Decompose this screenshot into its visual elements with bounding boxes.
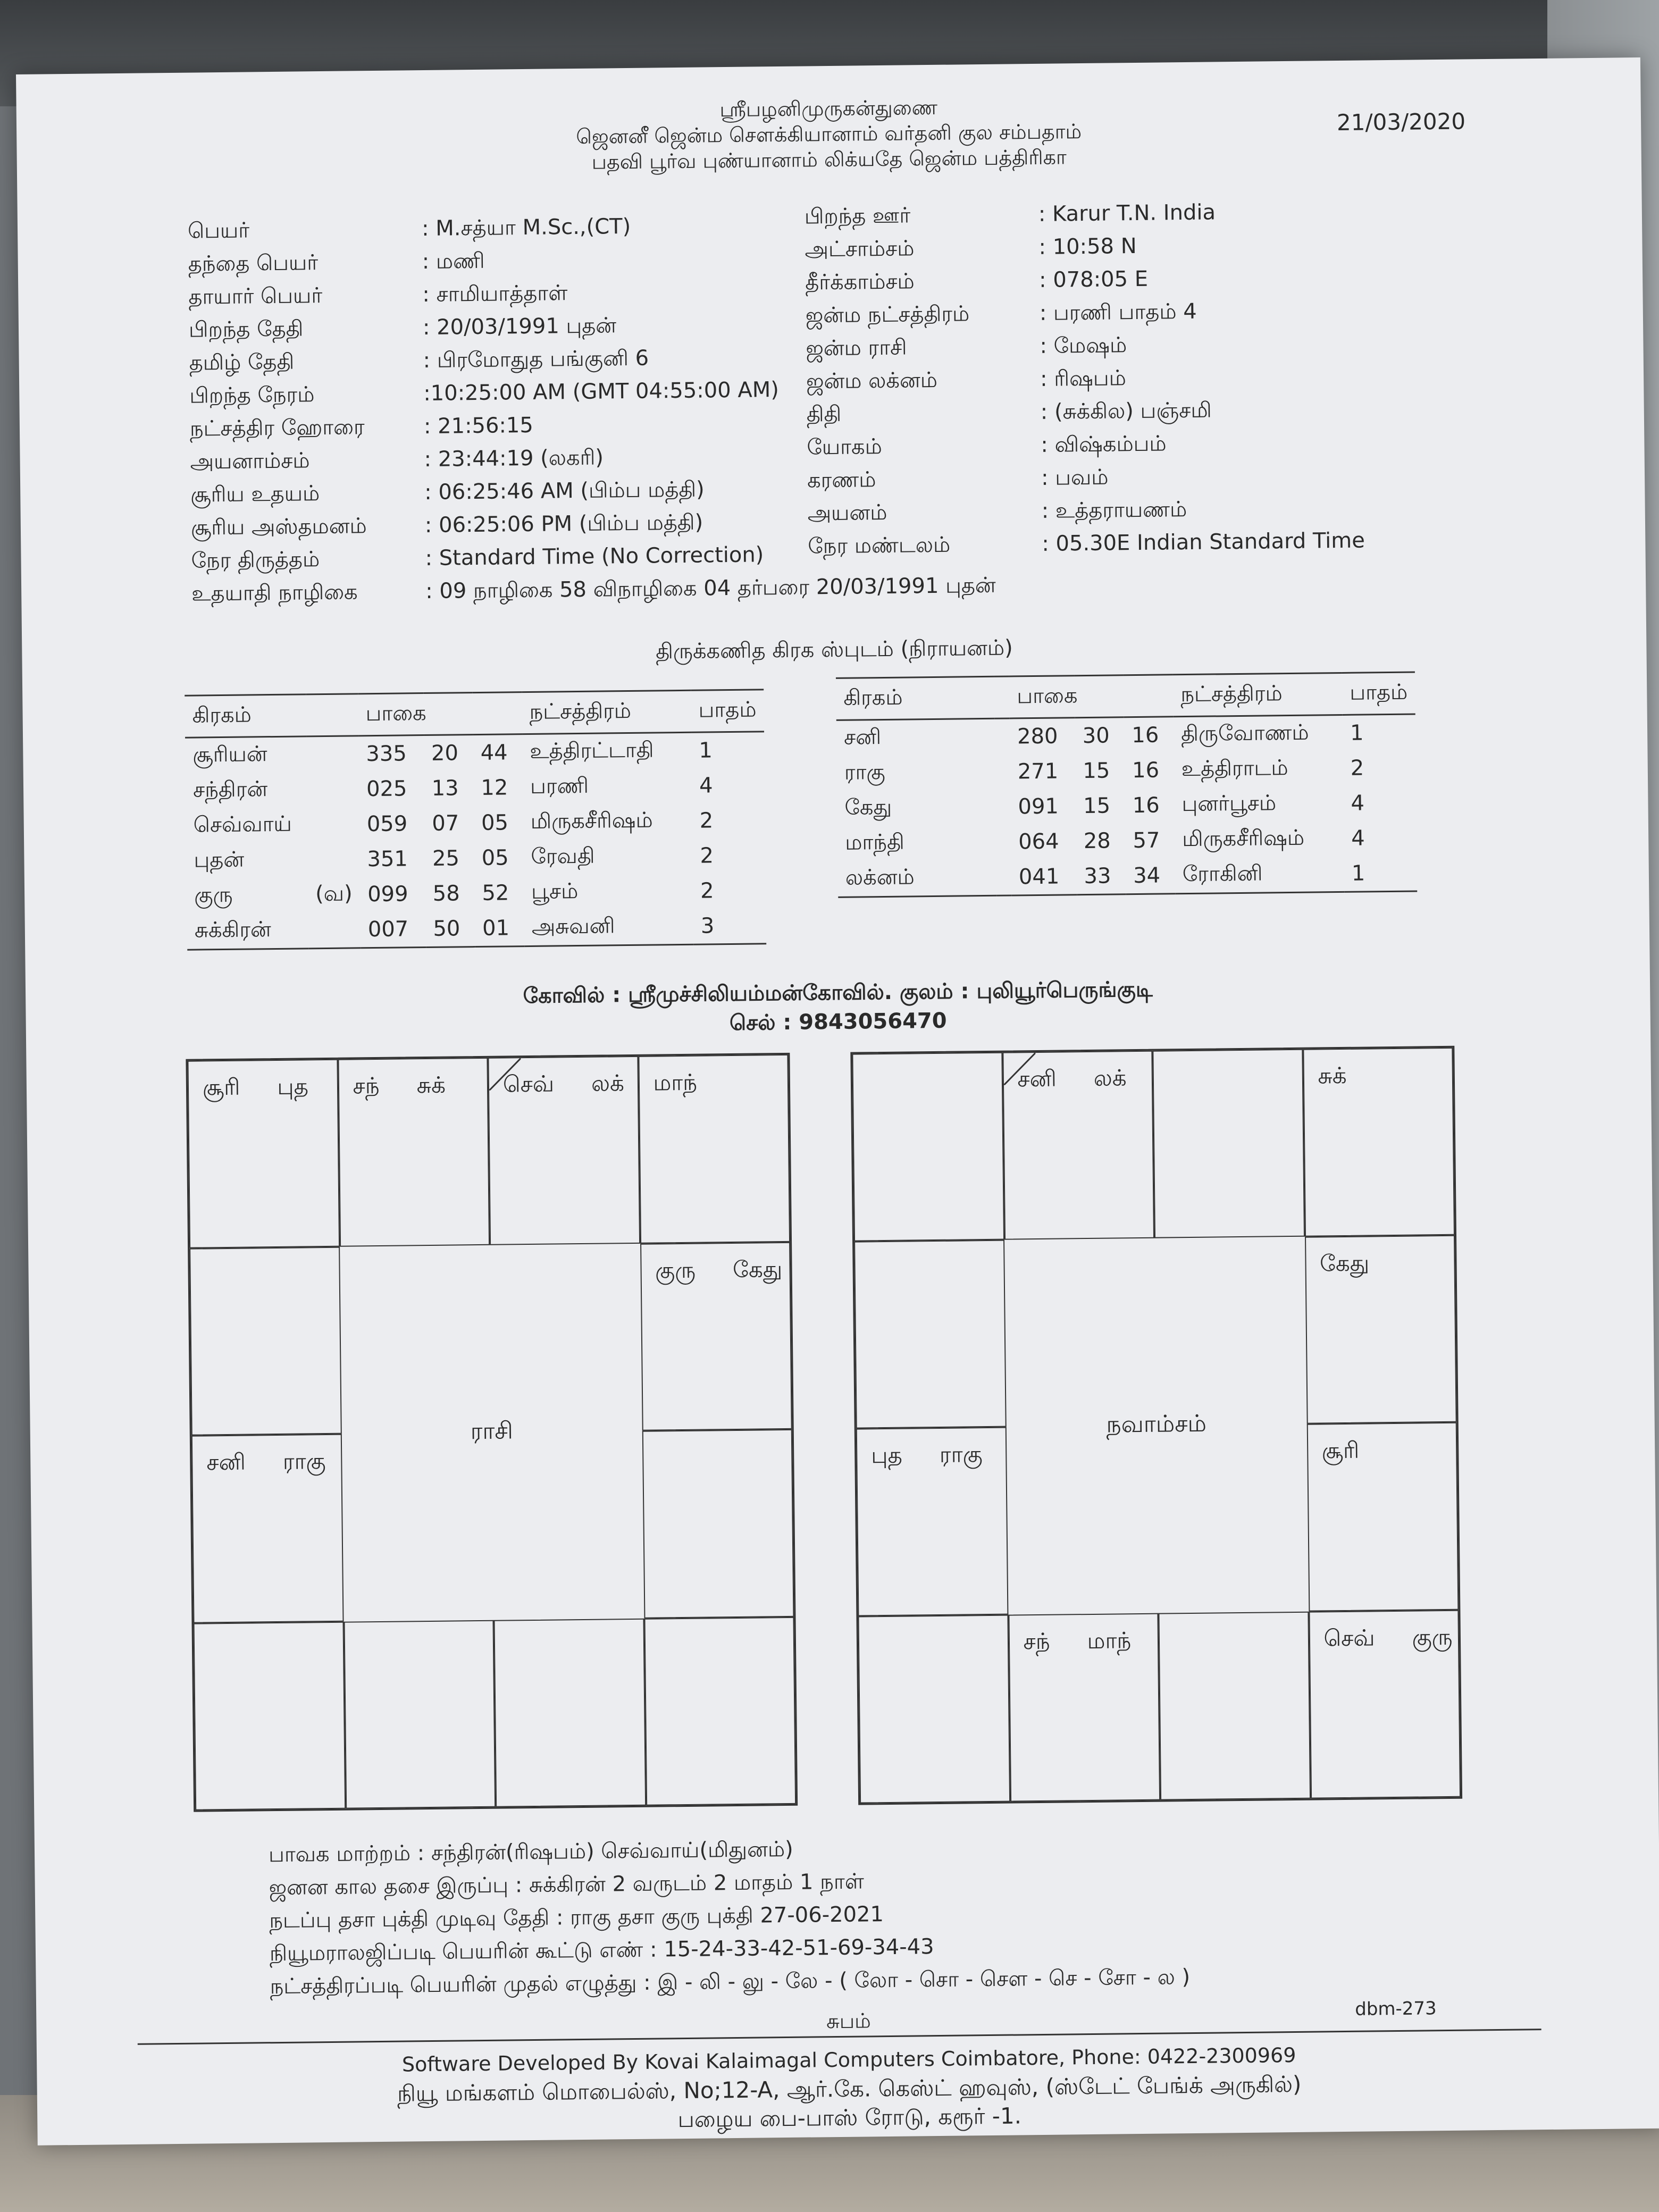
planet-abbr: மாந் [1087, 1627, 1132, 1654]
planet-star: ரோகினி [1175, 856, 1345, 894]
chart-center-label: நவாம்சம் [1106, 1410, 1207, 1438]
planet-d: 064 [1018, 829, 1059, 854]
planet-m: 25 [432, 846, 460, 871]
detail-value: : 078:05 E [1038, 266, 1149, 292]
col-flag [994, 676, 1010, 718]
planet-pada: 2 [699, 808, 714, 833]
planet-d: 335 [366, 741, 407, 767]
detail-label: தாயார் பெயர் [188, 283, 323, 309]
planet-abbr: செவ் [502, 1070, 555, 1097]
detail-value: : 10:58 N [1038, 233, 1137, 259]
planet-s: 57 [1133, 828, 1160, 853]
detail-value: : 09 நாழிகை 58 விநாழிகை 04 தர்பரை 20/03/1991 புதன் [425, 573, 996, 604]
planet-abbr: லக் [1093, 1065, 1127, 1091]
planet-section-title: திருக்கணித கிரக ஸ்புடம் (நிராயனம்) [655, 635, 1013, 664]
detail-label: அயனாம்சம் [190, 448, 310, 474]
chart-center-label: ராசி [470, 1417, 514, 1445]
planet-pada: 1 [1344, 855, 1418, 892]
bottom-info-line: பாவக மாற்றம் : சந்திரன்(ரிஷபம்) செவ்வாய்(மிதுனம்) [268, 1837, 793, 1867]
planet-abbr: சந் [1023, 1628, 1050, 1654]
chart-house [493, 1618, 646, 1807]
chart-house [858, 1614, 1010, 1803]
chart-house [852, 1052, 1004, 1241]
planet-abbr: சுக் [1318, 1062, 1347, 1089]
planet-s: 16 [1132, 723, 1159, 748]
detail-value: : மேஷம் [1040, 333, 1127, 358]
planet-name: ராகு [844, 759, 885, 785]
planet-d: 041 [1011, 859, 1077, 895]
planet-abbr: ராகு [939, 1441, 983, 1468]
planet-flag [308, 912, 361, 949]
planet-flag [995, 718, 1010, 755]
chart-house [1309, 1610, 1461, 1798]
planet-flag [307, 842, 360, 877]
planet-m: 33 [1076, 858, 1126, 894]
detail-value: : 23:44:19 (லகரி) [424, 445, 604, 472]
planet-name: சந்திரன் [192, 776, 268, 802]
planet-pada: 1 [1350, 720, 1364, 745]
header-line-2: ஜெனனீ ஜென்ம சௌக்கியானாம் வர்தனி குல சம்பதாம் [576, 120, 1082, 148]
detail-value: : சாமியாத்தாள் [422, 281, 568, 307]
detail-label: திதி [806, 401, 842, 427]
planet-m: 50 [425, 911, 475, 947]
planet-row [187, 908, 767, 950]
detail-label: நேர மண்டலம் [808, 532, 951, 559]
planet-abbr: மாந் [653, 1069, 698, 1096]
bottom-info-line: ஜனன கால தசை இருப்பு : சுக்கிரன் 2 வருடம் 2 மாதம் 1 நாள் [269, 1869, 865, 1900]
detail-value: : 20/03/1991 புதன் [422, 313, 617, 340]
planet-name: புதன் [194, 847, 245, 873]
planet-table-left [185, 689, 766, 950]
footer-line-2: நியூ மங்களம் மொபைல்ஸ், No;12-A, ஆர்.கே. கெஸ்ட் ஹவுஸ், (ஸ்டேட் பேங்க் அருகில்) [397, 2071, 1302, 2107]
chart-house [488, 1056, 640, 1245]
planet-flag: (வ) [315, 881, 353, 906]
header-line-3: பதவி பூர்வ புண்யானாம் லிக்யதே ஜென்ம பத்திரிகா [591, 145, 1067, 174]
detail-value: : Karur T.N. India [1038, 200, 1216, 227]
detail-value: : ரிஷபம் [1040, 366, 1127, 391]
chart-house [1303, 1048, 1455, 1236]
chart-house [1008, 1613, 1160, 1802]
planet-abbr: சந் [353, 1072, 380, 1099]
chart-house [194, 1621, 346, 1810]
planet-abbr: லக் [591, 1070, 625, 1096]
planet-flag [996, 824, 1011, 859]
detail-label: ஜன்ம நட்சத்திரம் [805, 301, 970, 328]
print-date: 21/03/2020 [1336, 108, 1466, 136]
detail-value: : விஷ்கம்பம் [1041, 431, 1167, 457]
chart-house [1158, 1611, 1310, 1800]
chart-house [640, 1242, 792, 1430]
planet-abbr: சூரி [202, 1074, 240, 1101]
col-planet: கிரகம் [836, 676, 995, 720]
planet-s: 05 [481, 810, 509, 835]
chart-house [856, 1427, 1008, 1616]
col-star: நட்சத்திரம் [1173, 673, 1343, 716]
bottom-info-line: நியூமராலஜிப்படி பெயரின் கூட்டு எண் : 15-24-33-42-51-69-34-43 [269, 1934, 934, 1966]
planet-star: திருவோணம் [1180, 720, 1309, 746]
footer-line-3: பழைய பை-பாஸ் ரோடு, கரூர் -1. [677, 2102, 1022, 2133]
chart-house [1002, 1051, 1154, 1239]
planet-name: லக்னம் [838, 860, 997, 898]
planet-abbr: குரு [655, 1256, 696, 1284]
lagna-marker-icon [489, 1058, 521, 1091]
planet-d: 007 [361, 911, 426, 948]
planet-m: 58 [432, 881, 460, 906]
col-flag [306, 694, 358, 736]
planet-abbr: சனி [1017, 1065, 1057, 1092]
planet-name: செவ்வாய் [193, 811, 292, 837]
chart-house [338, 1058, 490, 1246]
detail-label: பிறந்த தேதி [188, 316, 304, 342]
planet-row [186, 767, 765, 808]
chart-house [854, 1239, 1006, 1428]
planet-d: 059 [366, 811, 408, 837]
planet-pada: 2 [700, 878, 714, 903]
chart-house [189, 1246, 341, 1435]
chart-house [638, 1054, 790, 1243]
detail-value: : 05.30E Indian Standard Time [1042, 528, 1365, 556]
planet-row [186, 837, 766, 878]
planet-flag [307, 807, 359, 842]
detail-label: உதயாதி நாழிகை [191, 580, 358, 606]
planet-name: சுக்கிரன் [187, 912, 309, 950]
planet-flag [307, 772, 359, 807]
detail-label: ஜன்ம லக்னம் [806, 367, 938, 394]
planet-star: ரேவதி [531, 843, 595, 869]
planet-abbr: செவ் [1323, 1624, 1375, 1651]
planet-star: மிருகசீரிஷம் [1182, 825, 1305, 851]
planet-abbr: சூரி [1321, 1437, 1360, 1464]
planet-abbr: சனி [206, 1448, 246, 1476]
chart-house [1306, 1422, 1459, 1611]
lagna-marker-icon [1003, 1053, 1036, 1085]
planet-row [838, 855, 1418, 897]
detail-label: பிறந்த நேரம் [189, 382, 315, 408]
footer-line-1: Software Developed By Kovai Kalaimagal Computers Coimbatore, Phone: 0422-2300969 [401, 2043, 1296, 2076]
detail-label: பெயர் [187, 218, 250, 244]
detail-value: : M.சத்யா M.Sc.,(CT) [421, 214, 631, 241]
planet-m: 15 [1083, 758, 1110, 784]
planet-name: கேது [844, 794, 892, 820]
planet-pada: 4 [699, 773, 713, 798]
planet-d: 280 [1017, 724, 1058, 749]
detail-value: :10:25:00 AM (GMT 04:55:00 AM) [423, 378, 780, 406]
horoscope-sheet [16, 57, 1659, 2146]
planet-name: மாந்தி [844, 830, 904, 855]
planet-flag [995, 754, 1010, 789]
chart-house [644, 1616, 796, 1805]
navamsa-chart [850, 1046, 1462, 1805]
planet-row [185, 732, 765, 774]
chart-house [191, 1434, 343, 1623]
planet-row [187, 873, 766, 914]
planet-d: 351 [367, 847, 408, 872]
col-star: நட்சத்திரம் [522, 690, 691, 734]
detail-label: யோகம் [807, 434, 883, 460]
chart-house [187, 1059, 339, 1248]
planet-s: 16 [1132, 793, 1160, 818]
detail-value: : மணி [422, 248, 485, 274]
planet-star: புனர்பூசம் [1182, 790, 1277, 816]
planet-star: அசுவனி [524, 909, 694, 946]
planet-abbr: புத [277, 1073, 309, 1100]
planet-star: பரணி [530, 773, 589, 799]
planet-abbr: ராகு [282, 1448, 326, 1474]
planet-name: சூரியன் [192, 741, 267, 767]
detail-value: : Standard Time (No Correction) [425, 542, 764, 571]
detail-label: தீர்க்காம்சம் [805, 269, 915, 295]
bottom-info-line: நட்சத்திரப்படி பெயரின் முதல் எழுத்து : இ - லி - லு - லே - ( லோ - சொ - சௌ - செ - சோ - ல ) [270, 1965, 1191, 1999]
planet-d: 091 [1018, 794, 1059, 819]
planet-d: 025 [366, 776, 407, 802]
planet-row [837, 750, 1417, 791]
doc-code: dbm-273 [1355, 1998, 1437, 2020]
planet-m: 28 [1083, 828, 1111, 854]
planet-row [837, 785, 1417, 826]
planet-m: 15 [1083, 793, 1111, 819]
detail-value: : பரணி பாதம் 4 [1039, 299, 1197, 325]
planet-pada: 3 [693, 908, 766, 944]
detail-label: சூரிய உதயம் [190, 481, 320, 507]
planet-star: மிருகசீரிஷம் [530, 808, 653, 834]
detail-label: பிறந்த ஊர் [804, 203, 911, 229]
planet-s: 34 [1126, 858, 1175, 894]
chart-house [343, 1620, 496, 1808]
planet-abbr: புத [871, 1442, 903, 1469]
detail-label: கரணம் [807, 467, 876, 493]
planet-s: 12 [481, 775, 508, 800]
temple-line: கோவில் : ஸ்ரீமுச்சிலியம்மன்கோவில். குலம் : புலியூர்பெருங்குடி [523, 977, 1153, 1009]
planet-m: 13 [431, 776, 459, 801]
planet-abbr: கேது [1319, 1249, 1370, 1276]
planet-row [837, 820, 1417, 861]
planet-d: 099 [367, 882, 408, 907]
col-pada: பாதம் [1342, 672, 1415, 715]
chart-house [642, 1429, 794, 1618]
col-pada: பாதம் [691, 690, 764, 732]
planet-m: 30 [1082, 723, 1110, 749]
col-planet: கிரகம் [185, 694, 306, 738]
planet-abbr: குரு [1412, 1623, 1453, 1650]
phone-line: செல் : 9843056470 [729, 1008, 947, 1036]
planet-star: பூசம் [531, 878, 579, 904]
detail-value: : (சுக்கில) பஞ்சமி [1040, 398, 1212, 424]
detail-label: சூரிய அஸ்தமனம் [190, 514, 367, 540]
planet-s: 16 [1132, 758, 1160, 783]
planet-pada: 4 [1351, 826, 1365, 851]
planet-d: 271 [1017, 759, 1059, 784]
planet-pada: 2 [1350, 756, 1364, 781]
planet-row [836, 714, 1416, 756]
planet-s: 44 [480, 740, 508, 765]
planet-table-right [836, 672, 1417, 898]
detail-label: தந்தை பெயர் [188, 250, 319, 276]
detail-label: அட்சாம்சம் [805, 236, 915, 262]
col-degree: பாகை [1009, 675, 1174, 718]
detail-value: : உத்தராயணம் [1041, 497, 1187, 523]
detail-label: நட்சத்திர ஹோரை [189, 415, 365, 441]
planet-s: 05 [481, 845, 509, 870]
planet-s: 52 [482, 881, 509, 906]
planet-m: 20 [431, 741, 459, 766]
detail-label: தமிழ் தேதி [189, 349, 295, 375]
planet-pada: 4 [1351, 791, 1365, 816]
subham: சுபம் [826, 2009, 871, 2033]
planet-flag [996, 859, 1012, 895]
col-degree: பாகை [358, 692, 522, 736]
planet-flag [306, 736, 359, 773]
chart-house [1152, 1049, 1304, 1238]
planet-pada: 2 [700, 843, 714, 868]
planet-s: 01 [475, 910, 524, 946]
planet-pada: 1 [699, 738, 713, 763]
planet-name: குரு [194, 882, 233, 908]
planet-row [186, 802, 765, 843]
detail-value: : பவம் [1041, 465, 1109, 490]
planet-abbr: கேது [732, 1255, 783, 1283]
planet-flag [995, 789, 1011, 824]
planet-m: 07 [432, 811, 459, 836]
detail-value: : 21:56:15 [423, 413, 534, 439]
detail-value: : பிரமோதுத பங்குனி 6 [423, 346, 649, 373]
detail-label: அயனம் [807, 500, 887, 526]
detail-value: : 06:25:06 PM (பிம்ப மத்தி) [424, 510, 703, 538]
detail-label: ஜன்ம ராசி [806, 335, 907, 361]
header-line-1: ஸ்ரீபழனிமுருகன்துணை [719, 95, 938, 122]
detail-label: நேர திருத்தம் [191, 547, 320, 573]
bottom-info-line: நடப்பு தசா புக்தி முடிவு தேதி : ராகு தசா குரு புக்தி 27-06-2021 [269, 1902, 884, 1933]
planet-star: உத்திராடம் [1181, 755, 1288, 781]
detail-value: : 06:25:46 AM (பிம்ப மத்தி) [424, 477, 705, 505]
planet-abbr: சுக் [416, 1071, 446, 1099]
planet-name: சனி [843, 724, 882, 750]
planet-star: உத்திரட்டாதி [530, 738, 654, 764]
chart-house [1305, 1235, 1457, 1423]
rasi-chart [186, 1053, 798, 1812]
